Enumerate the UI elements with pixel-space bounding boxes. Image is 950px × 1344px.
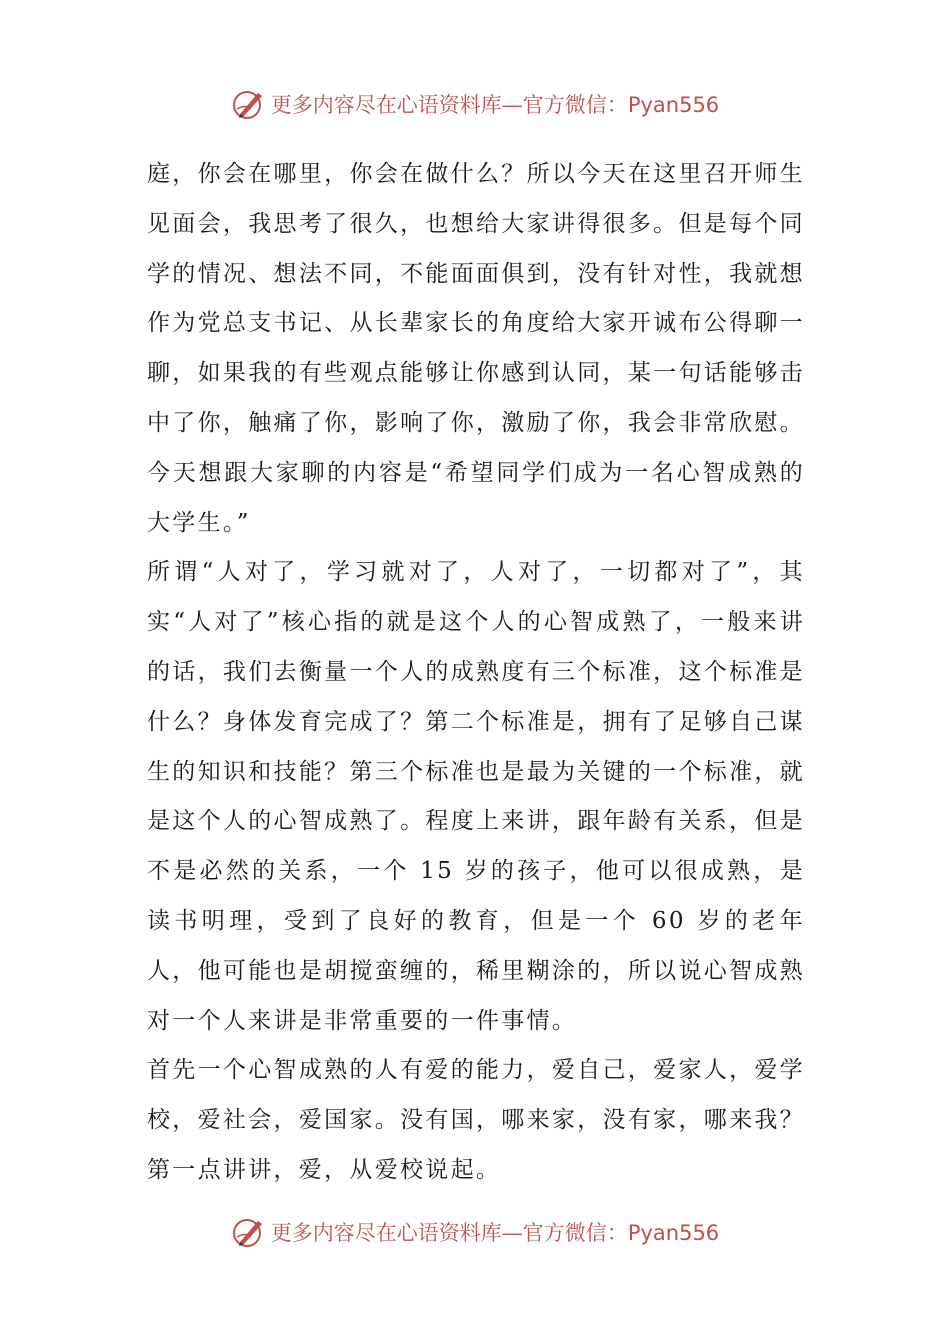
pen-logo-icon [231, 1215, 265, 1249]
paragraph-2: 所谓“人对了，学习就对了，人对了，一切都对了”，其实“人对了”核心指的就是这个人的心智成熟了，一般来讲的话，我们去衡量一个人的成熟度有三个标准，这个标准是什么？身体发育完成了？第二个标准是，拥有了足够自己谋生的知识和技能？第三个标准也是最为关键的一个标准，就是这个人的心智成熟了。程度上来讲，跟年龄有关系，但是不是必然的关系，一个 15 岁的孩子，他可以很成熟，是读书明理，受到了良好的教育，但是一个 60 岁的老年人，他可能也是胡搅蛮缠的，稀里糊涂的，所以说心智成熟对一个人来讲是非常重要的一件事情。 [147, 559, 805, 1034]
header-banner-text: 更多内容尽在心语资料库—官方微信：Pyan556 [270, 93, 720, 117]
paragraph-1: 庭，你会在哪里，你会在做什么？所以今天在这里召开师生见面会，我思考了很久，也想给大家讲得很多。但是每个同学的情况、想法不同，不能面面俱到，没有针对性，我就想作为党总支书记、从长辈家长的角度给大家开诚布公得聊一聊，如果我的有些观点能够让你感到认同，某一句话能够击中了你，触痛了你，影响了你，激励了你，我会非常欣慰。今天想跟大家聊的内容是“希望同学们成为一名心智成熟的大学生。” [147, 161, 805, 536]
pen-logo-icon [231, 87, 265, 121]
paragraph-3: 首先一个心智成熟的人有爱的能力，爱自己，爱家人，爱学校，爱社会，爱国家。没有国，哪来家，没有家，哪来我？第一点讲讲，爱，从爱校说起。 [147, 1057, 805, 1183]
header-wechat-id: Pyan556 [627, 93, 720, 117]
header-banner [0, 84, 950, 124]
footer-wechat-id: Pyan556 [627, 1221, 720, 1245]
document-body [147, 150, 805, 1196]
footer-banner-text: 更多内容尽在心语资料库—官方微信：Pyan556 [270, 1221, 720, 1245]
footer-banner [0, 1212, 950, 1252]
